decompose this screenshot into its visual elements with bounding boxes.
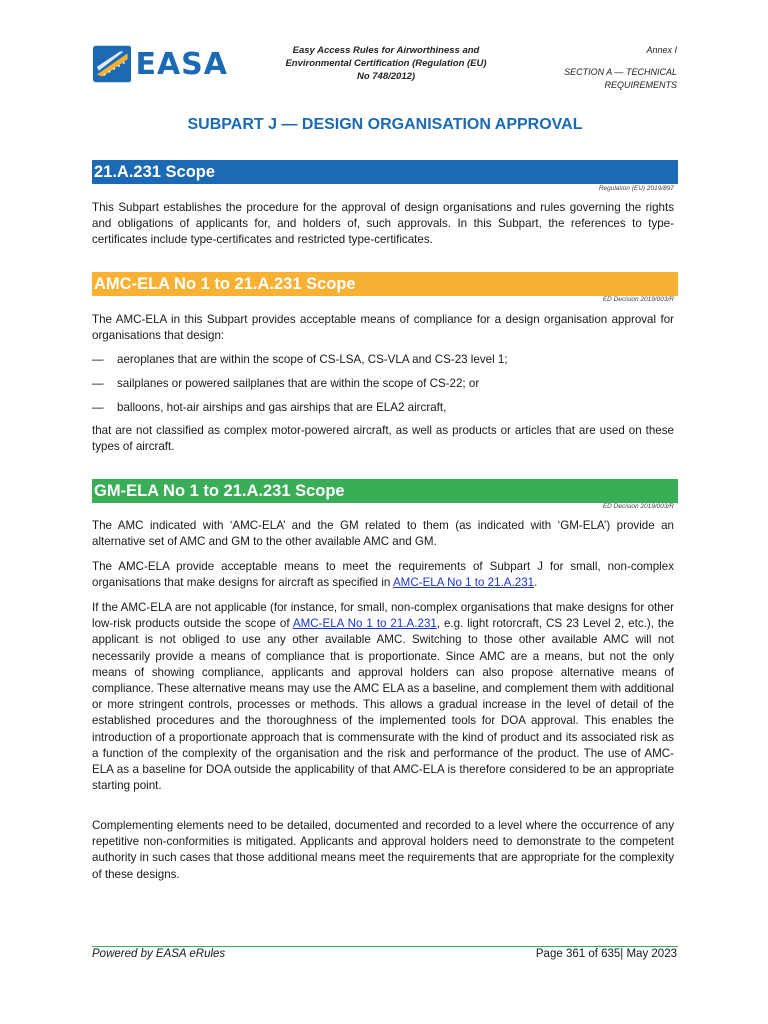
gm-paragraph-1: The AMC indicated with ‘AMC-ELA’ and the GM related to them (as indicated with ‘GM-ELA’) provide an alternative set of AMC and GM to the other available AMC and GM.: [92, 519, 674, 549]
footer-page-info: Page 361 of 635| May 2023: [535, 948, 677, 960]
document-title-line: No 748/2012): [356, 71, 416, 82]
footer-powered-by: Powered by EASA eRules: [92, 948, 226, 960]
document-title: [268, 44, 504, 83]
subpart-title: SUBPART J — DESIGN ORGANISATION APPROVAL: [187, 116, 583, 133]
bullet-marker: —: [92, 377, 104, 390]
easa-wing-icon: [93, 45, 131, 83]
list-item-text: aeroplanes that are within the scope of CS-LSA, CS-VLA and CS-23 level 1;: [117, 353, 508, 366]
section-heading-amc-ela: AMC-ELA No 1 to 21.A.231 Scope: [92, 272, 678, 296]
gm-paragraph-2: [92, 559, 674, 591]
amc-outro-paragraph: that are not classified as complex motor-powered aircraft, as well as products or articles that are used on these types of aircraft.: [92, 424, 674, 454]
bullet-marker: —: [92, 353, 104, 366]
decision-reference: ED Decision 2019/003/R: [602, 296, 674, 303]
paragraph-text: , e.g. light rotorcraft, CS 23 Level 2, etc.), the applicant is not obliged to use any other available AMC. Switching to those other available AMC will not necessarily provide a means of compliance that is proportionate. Since AMC are a means, but not the only means of showing compliance, applicants and approval holders can also propose alternative means of compliance. These alternative means may use the AMC ELA as a baseline, and complement them with additional or more stringent controls, processes or methods. This allows a gradual increase in the level of detail of the established procedures and the thoroughness of the implemented tools for DOA approval. This enables the introduction of a proportionate approach that is commensurate with the kind of product and its associated risk as a function of the complexity of the organisation and the risk and performance of the product. The use of AMC-ELA as a baseline for DOA outside the applicability of that AMC-ELA is therefore considered to be an appropriate starting point.: [92, 617, 674, 793]
section-label-line: REQUIREMENTS: [604, 80, 677, 90]
easa-logo: [93, 44, 228, 84]
amc-ela-link[interactable]: AMC-ELA No 1 to 21.A.231: [392, 576, 535, 590]
section-heading-gm-ela: GM-ELA No 1 to 21.A.231 Scope: [92, 479, 678, 503]
paragraph-text: The AMC-ELA provide acceptable means to meet the requirements of Subpart J for small, non-complex organisations that make designs for aircraft as specified in: [92, 560, 674, 590]
list-item-text: sailplanes or powered sailplanes that are within the scope of CS-22; or: [117, 377, 480, 390]
scope-paragraph: This Subpart establishes the procedure for the approval of design organisations and rules governing the rights and obligations of applicants for, and holders of, such approvals. In this Subpart, the references to type-certificates include type-certificates and restricted type-certificates.: [92, 201, 674, 247]
list-item-text: balloons, hot-air airships and gas airships that are ELA2 aircraft,: [117, 401, 447, 414]
footer-divider: [92, 946, 678, 947]
section-label-line: SECTION A — TECHNICAL: [564, 67, 677, 77]
amc-intro-paragraph: The AMC-ELA in this Subpart provides acceptable means of compliance for a design organisation approval for organisations that design:: [92, 313, 674, 343]
gm-paragraph-4: Complementing elements need to be detailed, documented and recorded to a level where the occurrence of any repetitive non-conformities is mitigated. Applicants and approval holders need to demonstrate to the competent authority in such cases that those additional means meet the requirements that are appropriate for the complexity of these designs.: [92, 819, 674, 881]
document-title-line: Easy Access Rules for Airworthiness and: [292, 45, 480, 56]
paragraph-text: If the AMC-ELA are not applicable (for instance, for small, non-complex organisations that make designs for other low-risk products outside the scope of: [92, 601, 674, 631]
section-label: [517, 44, 677, 92]
annex-label: Annex I: [646, 45, 677, 55]
gm-paragraph-3: [92, 600, 674, 794]
amc-ela-link[interactable]: AMC-ELA No 1 to 21.A.231: [292, 617, 437, 631]
section-heading-scope: 21.A.231 Scope: [92, 160, 678, 184]
paragraph-text: .: [534, 576, 538, 590]
document-title-line: Environmental Certification (Regulation (EU): [285, 58, 487, 69]
logo-text: EASA: [135, 46, 228, 82]
decision-reference: ED Decision 2019/003/R: [602, 503, 674, 510]
bullet-marker: —: [92, 401, 104, 414]
regulation-reference: Regulation (EU) 2019/897: [598, 185, 674, 192]
